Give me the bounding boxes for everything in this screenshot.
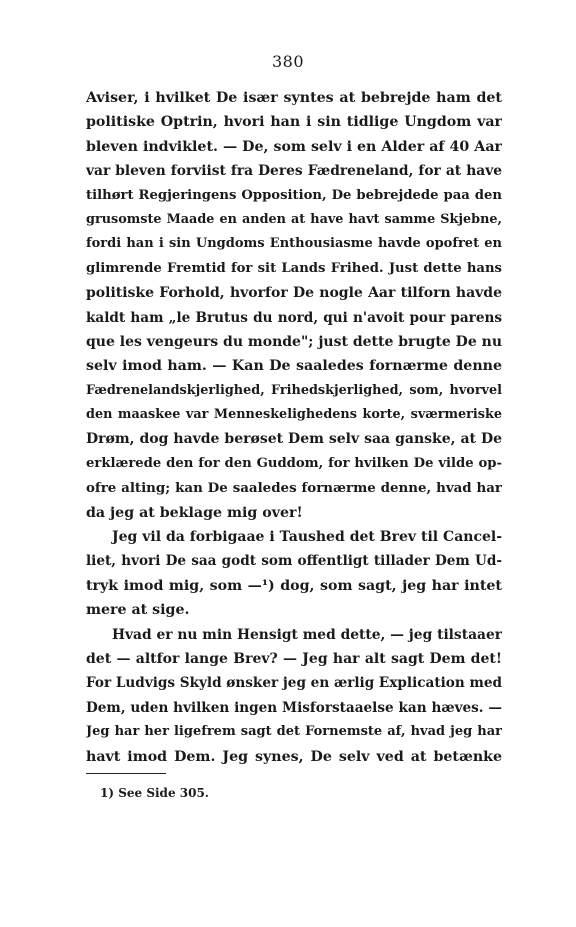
text-line: det — altfor lange Brev? — Jeg har alt sagt Dem det! xyxy=(86,650,502,667)
text-line: ofre alting; kan De saaledes fornærme denne, hvad har xyxy=(86,480,502,497)
paragraph-3 xyxy=(86,623,502,769)
text-line: erklærede den for den Guddom, for hvilken De vilde op- xyxy=(86,455,502,471)
text-line: havt imod Dem. Jeg synes, De selv ved at betænke xyxy=(86,748,502,765)
text-line: da jeg at beklage mig over! xyxy=(86,504,303,521)
text-line: tryk imod mig, som —¹) dog, som sagt, jeg har intet xyxy=(86,577,502,594)
paragraph-2 xyxy=(86,525,502,623)
text-line: For Ludvigs Skyld ønsker jeg en ærlig Explication med xyxy=(86,675,502,692)
text-line: den maaskee var Menneskelighedens korte, sværmeriske xyxy=(86,407,502,423)
text-line: mere at sige. xyxy=(86,602,190,619)
text-line: politiske Optrin, hvori han i sin tidlige Ungdom var xyxy=(86,114,502,131)
text-line: fordi han i sin Ungdoms Enthousiasme havde opofret en xyxy=(86,236,502,252)
paragraph-1 xyxy=(86,86,502,525)
text-line: tilhørt Regjeringens Opposition, De bebrejdede paa den xyxy=(86,187,502,203)
text-line: Fædrenelandskjerlighed, Frihedskjerlighed, som, hvorvel xyxy=(86,382,502,398)
footnote-marker: 1) xyxy=(100,786,115,800)
text-line: bleven indviklet. — De, som selv i en Alder af 40 Aar xyxy=(86,138,502,155)
text-line: Jeg vil da forbigaae i Taushed det Brev til Cancel- xyxy=(112,529,502,546)
text-line: kaldt ham „le Brutus du nord, qui n'avoit pour parens xyxy=(86,309,502,326)
text-line: liet, hvori De saa godt som offentligt tillader Dem Ud- xyxy=(86,553,502,570)
text-line: Aviser, i hvilket De især syntes at bebrejde ham det xyxy=(86,90,502,106)
text-line: Jeg har her ligefrem sagt det Fornemste af, hvad jeg har xyxy=(86,724,502,740)
page-number: 380 xyxy=(271,52,305,71)
body-text xyxy=(86,86,502,769)
text-line: politiske Forhold, hvorfor De nogle Aar tilforn havde xyxy=(86,285,502,302)
text-line: grusomste Maade en anden at have havt samme Skjebne, xyxy=(86,211,502,227)
text-line: que les vengeurs du monde"; just dette brugte De nu xyxy=(86,333,502,350)
text-line: selv imod ham. — Kan De saaledes fornærme denne xyxy=(86,358,502,375)
footnote xyxy=(100,786,209,800)
text-line: glimrende Fremtid for sit Lands Frihed. Just dette hans xyxy=(86,260,502,276)
footnote-text: See Side 305. xyxy=(118,786,209,800)
text-line: var bleven forviist fra Deres Fædreneland, for at have xyxy=(86,163,502,180)
text-line: Drøm, dog havde berøset Dem selv saa ganske, at De xyxy=(86,431,502,448)
text-line: Dem, uden hvilken ingen Misforstaaelse kan hæves. — xyxy=(86,699,502,716)
text-line: Hvad er nu min Hensigt med dette, — jeg tilstaaer xyxy=(112,626,502,643)
footnote-divider xyxy=(86,773,166,774)
